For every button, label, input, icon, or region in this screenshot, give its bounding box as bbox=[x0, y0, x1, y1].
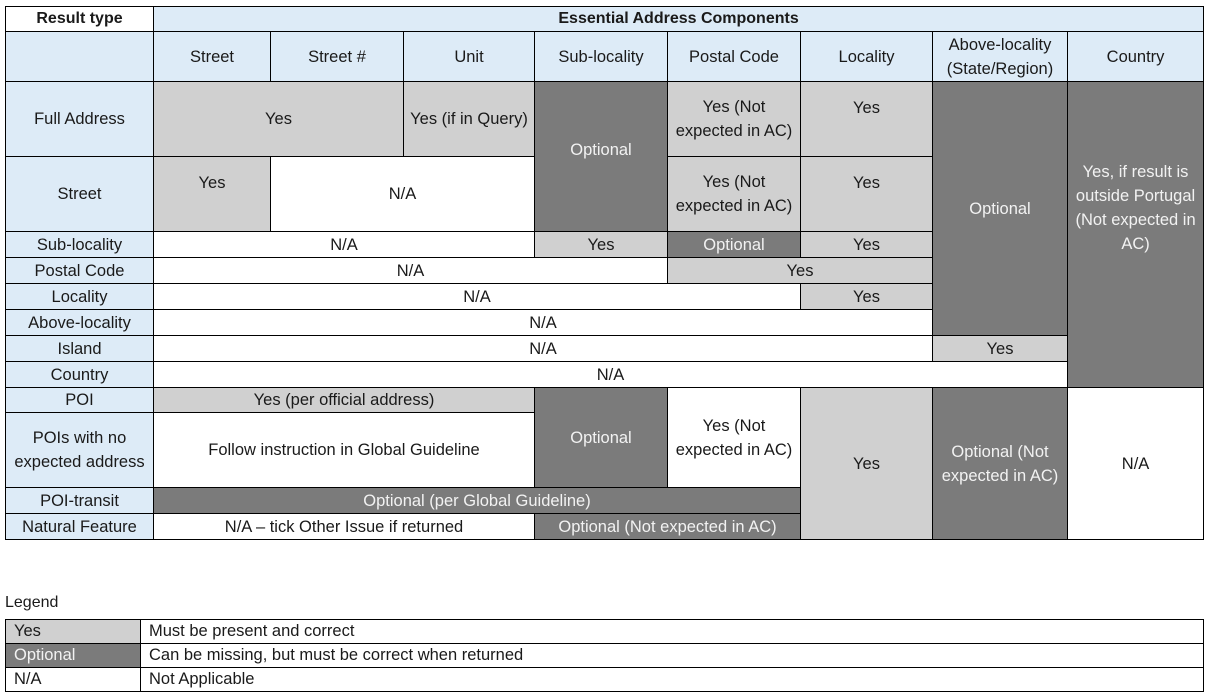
row-label-poi: POI bbox=[6, 388, 154, 413]
sub-locality-sub-locality-cell: Yes bbox=[535, 232, 668, 258]
legend-desc-optional: Can be missing, but must be correct when returned bbox=[141, 644, 1204, 668]
full-address-sub-locality-cell: Optional bbox=[535, 82, 668, 232]
above-locality-na-cell: N/A bbox=[154, 310, 933, 336]
row-label-above-locality: Above-locality bbox=[6, 310, 154, 336]
address-components-table bbox=[5, 6, 1204, 540]
row-label-sub-locality: Sub-locality bbox=[6, 232, 154, 258]
legend-key-na: N/A bbox=[6, 668, 141, 692]
col-header-postal-code: Postal Code bbox=[668, 32, 801, 82]
poi-postal-cell: Yes (Not expected in AC) bbox=[668, 388, 801, 488]
row-label-postal-code: Postal Code bbox=[6, 258, 154, 284]
poi-no-address-follow-cell: Follow instruction in Global Guideline bbox=[154, 413, 535, 488]
col-header-unit: Unit bbox=[404, 32, 535, 82]
col-header-locality: Locality bbox=[801, 32, 933, 82]
natural-feature-na-cell: N/A – tick Other Issue if returned bbox=[154, 514, 535, 540]
street-locality-cell: Yes bbox=[801, 157, 933, 232]
col-header-street-number: Street # bbox=[271, 32, 404, 82]
col-header-street: Street bbox=[154, 32, 271, 82]
row-label-island: Island bbox=[6, 336, 154, 362]
legend-table bbox=[5, 619, 1204, 692]
header-blank-cell bbox=[6, 32, 154, 82]
col-header-above-locality: Above-locality (State/Region) bbox=[933, 32, 1068, 82]
legend-key-optional: Optional bbox=[6, 644, 141, 668]
postal-code-na-cell: N/A bbox=[154, 258, 668, 284]
essential-components-header: Essential Address Components bbox=[154, 7, 1204, 32]
legend-desc-yes: Must be present and correct bbox=[141, 620, 1204, 644]
row-label-natural-feature: Natural Feature bbox=[6, 514, 154, 540]
poi-locality-cell: Yes bbox=[801, 388, 933, 540]
island-above-cell: Yes bbox=[933, 336, 1068, 362]
poi-above-locality-cell: Optional (Not expected in AC) bbox=[933, 388, 1068, 540]
island-na-cell: N/A bbox=[154, 336, 933, 362]
full-address-street-cell: Yes bbox=[154, 82, 404, 157]
postal-code-postal-locality-cell: Yes bbox=[668, 258, 933, 284]
legend-title: Legend bbox=[5, 594, 59, 611]
poi-transit-optional-cell: Optional (per Global Guideline) bbox=[154, 488, 801, 514]
row-label-full-address: Full Address bbox=[6, 82, 154, 157]
country-conditional-cell: Yes, if result is outside Portugal (Not expected in AC) bbox=[1068, 82, 1204, 388]
poi-country-cell: N/A bbox=[1068, 388, 1204, 540]
poi-address-cell: Yes (per official address) bbox=[154, 388, 535, 413]
country-na-cell: N/A bbox=[154, 362, 1068, 388]
full-address-unit-cell: Yes (if in Query) bbox=[404, 82, 535, 157]
sub-locality-locality-cell: Yes bbox=[801, 232, 933, 258]
col-header-sub-locality: Sub-locality bbox=[535, 32, 668, 82]
row-label-country: Country bbox=[6, 362, 154, 388]
row-label-street: Street bbox=[6, 157, 154, 232]
sub-locality-postal-cell: Optional bbox=[668, 232, 801, 258]
legend-key-yes: Yes bbox=[6, 620, 141, 644]
street-street-cell: Yes bbox=[154, 157, 271, 232]
street-na-cell: N/A bbox=[271, 157, 535, 232]
sub-locality-na-cell: N/A bbox=[154, 232, 535, 258]
full-address-locality-cell: Yes bbox=[801, 82, 933, 157]
result-type-header: Result type bbox=[6, 7, 154, 32]
row-label-poi-no-address: POIs with no expected address bbox=[6, 413, 154, 488]
poi-sub-locality-cell: Optional bbox=[535, 388, 668, 488]
locality-na-cell: N/A bbox=[154, 284, 801, 310]
legend-desc-na: Not Applicable bbox=[141, 668, 1204, 692]
above-locality-optional-cell: Optional bbox=[933, 82, 1068, 336]
col-header-country: Country bbox=[1068, 32, 1204, 82]
full-address-postal-cell: Yes (Not expected in AC) bbox=[668, 82, 801, 157]
row-label-locality: Locality bbox=[6, 284, 154, 310]
row-label-poi-transit: POI-transit bbox=[6, 488, 154, 514]
street-postal-cell: Yes (Not expected in AC) bbox=[668, 157, 801, 232]
natural-feature-optional-cell: Optional (Not expected in AC) bbox=[535, 514, 801, 540]
locality-locality-cell: Yes bbox=[801, 284, 933, 310]
